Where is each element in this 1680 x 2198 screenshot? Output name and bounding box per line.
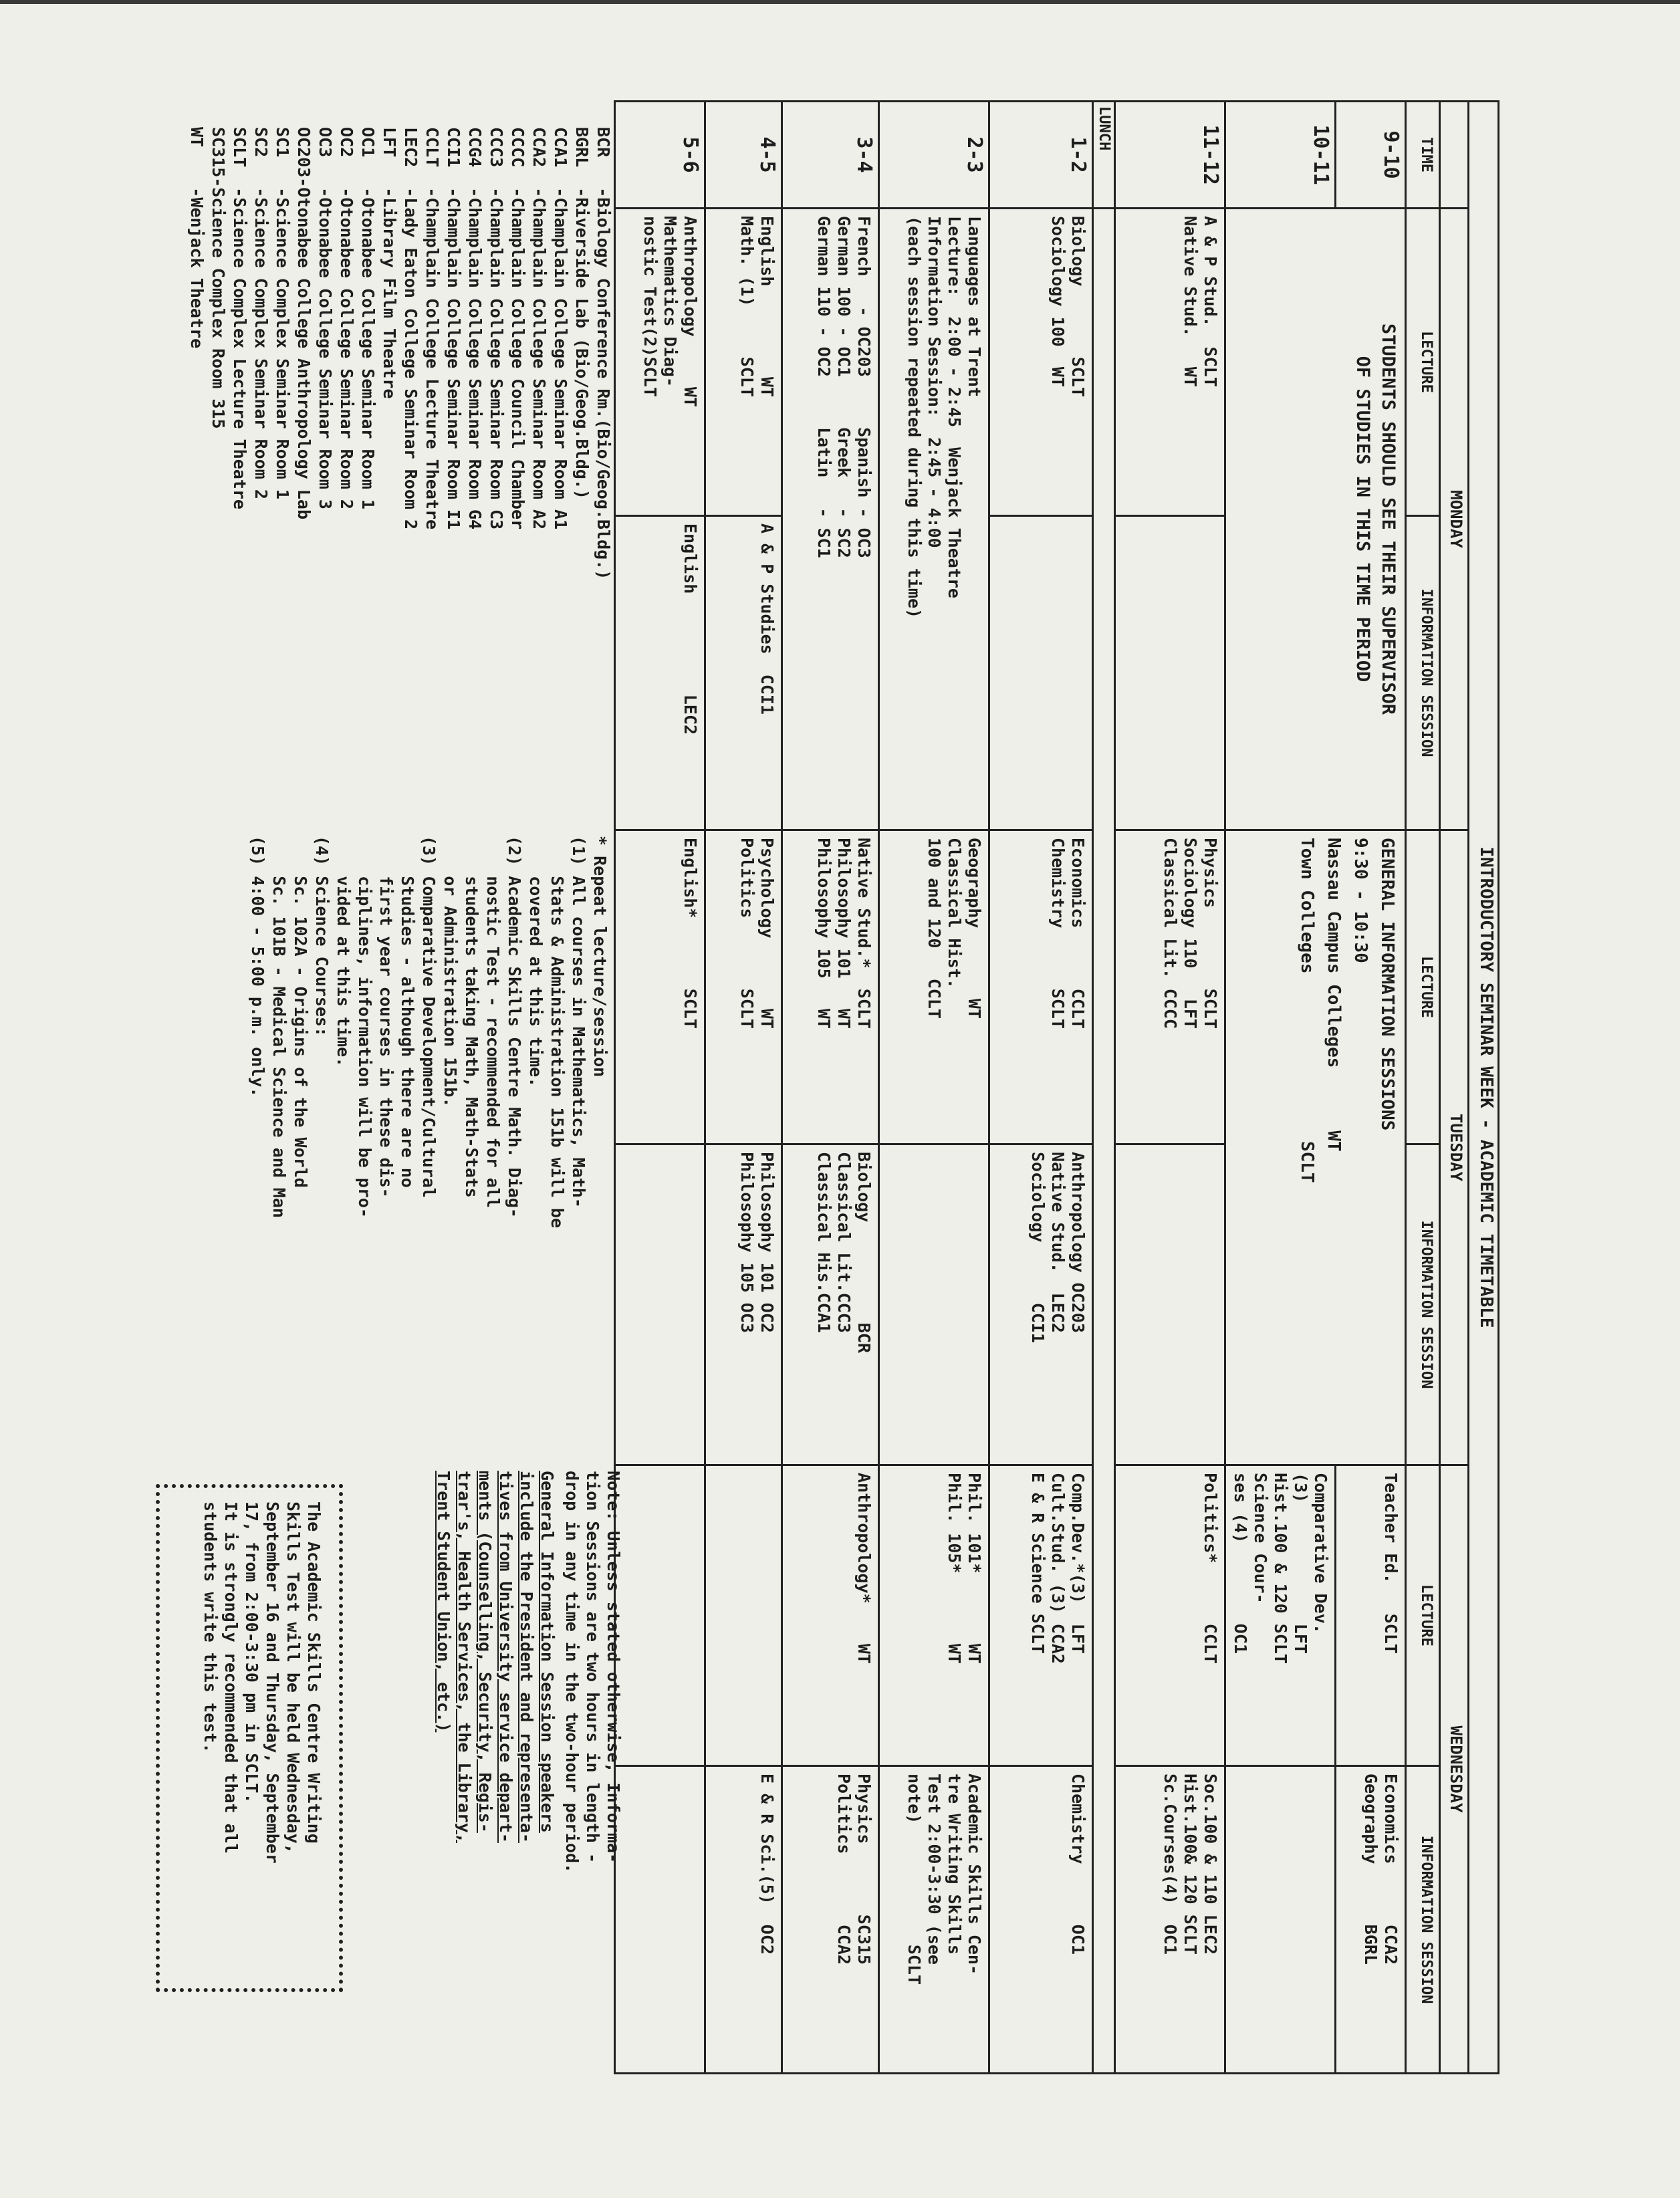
footnote-line: students taking Math, Math-Stats [462,836,481,1198]
cell-text: Anthropology OC203 [1068,1152,1088,1333]
wednesday-info-session [615,1766,705,2074]
cell-text: GENERAL INFORMATION SESSIONS [1377,838,1397,1131]
footnotes [247,836,610,1504]
cell-text: English WT [757,216,777,397]
notes-block [433,1471,624,2072]
wednesday-info-session [1225,1766,1336,2074]
cell-text: ses (4) OC1 [1231,1473,1250,1654]
cell-text: Test 2:00-3:30 (see [925,1774,944,1965]
tuesday-info-session [782,1144,879,1465]
timetable-grid [614,100,1499,2074]
legend-entry: CCG4 -Champlain College Seminar Room G4 [465,127,485,530]
cell-text: Psychology WT [757,838,777,1029]
cell-text: A & P Stud. SCLT [1201,216,1220,387]
cell-text: Sociology 110 LFT [1181,838,1200,1029]
general-info-line: Trent Student Union, etc.) [434,1471,453,1733]
cell-text: German 110 - OC2 Latin - SC1 [814,216,834,558]
cell-text: Philosophy 101 OC2 [757,1152,777,1333]
general-info-line: tives from University service depart- [496,1471,515,1843]
footnote-line: or Administration 151b. [441,836,460,1108]
note-line: drop in any time in the two-hour period. [562,1471,582,1874]
cell-text: Academic Skills Cen- [965,1774,984,1975]
tuesday-info-session [989,1144,1093,1465]
time-slot: 10-11 [1225,102,1336,209]
note-line: Note: Unless stated otherwise, Informa- [604,1471,623,1863]
cell-text: English* SCLT [681,838,700,1029]
cell-text: Hist.100 & 120 SCLT [1271,1473,1290,1664]
footnote-line: first year courses in these dis- [376,836,396,1198]
cell-text: German 100 - OC1 Greek - SC2 [834,216,854,558]
general-info-line: trar's, Health Services, the Library, [455,1471,474,1843]
cell-text: Cult.Stud. (3) CCA2 [1048,1473,1068,1664]
general-info-line: ments (Counselling, Security, Regis- [475,1471,495,1833]
tuesday-info-session [879,1144,989,1465]
legend-entry: LFT -Library Film Theatre [380,127,399,399]
monday-info-session [1115,516,1225,830]
cell-text: Math. (1) SCLT [737,216,757,397]
tuesday-info-session [615,1144,705,1465]
notice-line: 17, from 2:00-3:30 pm in SCLT. [242,1501,261,1804]
legend-entry: SC2 -Science Complex Seminar Room 2 [251,127,271,499]
wednesday-lecture [879,1465,989,1766]
cell-text: OF STUDIES IN THIS TIME PERIOD [1352,356,1373,683]
cell-text: Economics CCLT [1068,838,1088,1029]
cell-text: Information Session: 2:45 - 4:00 [925,216,944,548]
time-header: TIME [1406,102,1440,209]
cell-text: E & R Sci.(5) OC2 [757,1774,777,1955]
cell-text: Town Colleges SCLT [1297,838,1317,1183]
cell-text: Economics CCA2 [1381,1774,1401,1965]
cell-text: Comparative Dev. [1311,1473,1330,1634]
time-slot: 4-5 [705,102,782,209]
wednesday-lecture [1336,1465,1406,1766]
cell-text: 9:30 - 10:30 [1350,838,1370,963]
monday-language-span [879,209,989,830]
cell-text: nostic Test(2)SCLT [640,216,660,397]
footnote-line: Sc. 101B - Medical Science and Man [269,836,289,1218]
notice-line: It is strongly recommended that all [221,1501,241,1854]
general-info-line: include the President and representa- [517,1471,536,1843]
monday-lecture [989,209,1093,516]
cell-text: Philosophy 105 WT [814,838,834,1029]
footnote-line: Studies - although there are no [398,836,417,1188]
legend-entry: SCLT -Science Complex Lecture Theatre [230,127,249,509]
cell-text: Chemistry OC1 [1068,1774,1088,1955]
time-slot: 2-3 [879,102,989,209]
time-slot: 9-10 [1336,102,1406,209]
footnote-line: ciplines, information will be pro- [355,836,374,1218]
footnote-line: (2) Academic Skills Centre Math. Diag- [505,836,524,1218]
cell-text: tre Writing Skills [945,1774,964,1955]
tuesday-info-session [705,1144,782,1465]
legend-entry: CCI1 -Champlain College Seminar Room I1 [444,127,463,530]
cell-text: Geography BGRL [1361,1774,1381,1965]
note-line: tion Sessions are two hours in length - [583,1471,602,1863]
cell-text: Biology BCR [854,1152,874,1354]
time-slot: 11-12 [1115,102,1225,209]
column-header: INFORMATION SESSION [1406,1766,1440,2074]
cell-text: Classical Hist. [945,838,964,989]
cell-text: Native Stud. WT [1181,216,1200,387]
cell-text: Chemistry SCLT [1048,838,1068,1029]
monday-supervisor-span [1225,209,1406,830]
cell-text: Biology SCLT [1068,216,1088,397]
legend-entry: LEC2 -Lady Eaton College Seminar Room 2 [401,127,421,530]
room-legend [186,127,614,876]
cell-text: Anthropology* WT [854,1473,874,1664]
footnote-line: (5) 4:00 - 5:00 p.m. only. [248,836,267,1098]
cell-text: Phil. 105* WT [945,1473,964,1664]
footnote-line: nostic Test - recommended for all [483,836,503,1208]
column-header: INFORMATION SESSION [1406,1144,1440,1465]
cell-text: Mathematics Diag- [661,216,680,387]
tuesday-lecture [879,830,989,1144]
cell-text: Hist.100& 120 SCLT [1181,1774,1200,1955]
notice-line: The Academic Skills Centre Writing [304,1501,324,1844]
column-header: LECTURE [1406,1465,1440,1766]
cell-text: Soc.100 & 110 LEC2 [1201,1774,1220,1955]
cell-text: STUDENTS SHOULD SEE THEIR SUPERVISOR [1378,323,1399,715]
cell-text: Nassau Campus Colleges WT [1324,838,1344,1152]
cell-text: Politics* CCLT [1201,1473,1220,1664]
legend-entry: WT -Wenjack Theatre [187,127,207,349]
cell-text: Sociology 100 WT [1048,216,1068,387]
monday-info-session [989,516,1093,830]
cell-text: note) SCLT [905,1774,924,1985]
cell-text: Philosophy 105 OC3 [737,1152,757,1333]
day-header: TUESDAY [1440,830,1469,1465]
cell-text: Politics CCA2 [834,1774,854,1965]
legend-entry: CCC3 -Champlain College Seminar Room C3 [487,127,506,530]
legend-entry: CCA1 -Champlain College Seminar Room A1 [551,127,570,530]
cell-text: 100 and 120 CCLT [925,838,944,1019]
monday-info-session [615,516,705,830]
wednesday-lecture [1115,1465,1225,1766]
cell-text: Philosophy 101 WT [834,838,854,1029]
column-header: LECTURE [1406,209,1440,516]
cell-text: (3) LFT [1291,1473,1310,1654]
legend-entry: CCLT -Champlain College Lecture Theatre [423,127,442,530]
wednesday-info-session [782,1766,879,2074]
cell-text: Science Cour- [1251,1473,1270,1604]
footnote-line: (4) Science Courses: [312,836,332,1037]
column-header: LECTURE [1406,830,1440,1144]
wednesday-info-session [989,1766,1093,2074]
footnote-line: Stats & Administration 151b will be [548,836,567,1228]
wednesday-lecture [782,1465,879,1766]
cell-text: Classical His.CCA1 [814,1152,834,1333]
tuesday-info-session [1115,1144,1225,1465]
writing-test-notice [156,1484,343,1992]
footnote-line: covered at this time. [526,836,546,1088]
wednesday-info-session [1115,1766,1225,2074]
general-info-line: General Information Session speakers [537,1471,557,1833]
day-spacer [1440,102,1469,209]
time-slot: 5-6 [615,102,705,209]
cell-text: E & R Science SCLT [1028,1473,1048,1654]
monday-lecture [1115,209,1225,516]
footnote-line: Sc. 102A - Origins of the World [291,836,310,1188]
cell-text: Comp.Dev.*(3) LFT [1068,1473,1088,1654]
wednesday-info-session [879,1766,989,2074]
cell-text: Sc.Courses(4) OC1 [1161,1774,1180,1955]
footnote-line: (1) All courses in Mathematics, Math- [569,836,588,1208]
tuesday-lecture [1115,830,1225,1144]
tuesday-general-info-span [1225,830,1406,1465]
cell-text: Classical Lit. CCCC [1161,838,1180,1029]
legend-entry: OC2 -Otonabee College Seminar Room 2 [337,127,356,509]
wednesday-info-session [705,1766,782,2074]
cell-text: Physics SC315 [854,1774,874,1965]
timetable-title: INTRODUCTORY SEMINAR WEEK - ACADEMIC TIMETABLE [1469,102,1499,2074]
cell-text: A & P Studies CCI1 [757,523,777,715]
notice-line: students write this test. [201,1501,220,1753]
cell-text: Languages at Trent [965,216,984,397]
wednesday-lecture [1225,1465,1336,1766]
legend-entry: CCA2 -Champlain College Seminar Room A2 [529,127,549,530]
cell-text: Phil. 101* WT [965,1473,984,1664]
legend-entry: SC315-Science Complex Room 315 [209,127,228,429]
notice-line: Skills Test will be held Wednesday, [283,1501,303,1854]
wednesday-lecture [989,1465,1093,1766]
cell-text: Politics SCLT [737,838,757,1029]
monday-info-session [705,516,782,830]
cell-text: Sociology CCI1 [1028,1152,1048,1343]
wednesday-lecture [705,1465,782,1766]
wednesday-lecture [615,1465,705,1766]
monday-lecture [705,209,782,516]
cell-text: Native Stud.* SCLT [854,838,874,1029]
cell-text: Anthropology WT [681,216,700,407]
cell-text: (each session repeated during this time) [905,216,924,619]
lunch-label: LUNCH [1093,102,1115,209]
legend-entry: BGRL -Riverside Lab (Bio/Geog.Bldg.) [572,127,592,499]
legend-entry: OC1 -Otonabee College Seminar Room 1 [358,127,378,509]
tuesday-lecture [615,830,705,1144]
monday-lecture [615,209,705,516]
tuesday-lecture [989,830,1093,1144]
monday-language-span [782,209,879,830]
cell-text: Native Stud. LEC2 [1048,1152,1068,1333]
cell-text: Lecture: 2:00 - 2:45 Wenjack Theatre [945,216,964,598]
cell-text: Teacher Ed. SCLT [1381,1473,1401,1654]
legend-entry: BCR -Biology Conference Rm.(Bio/Geog.Bldg.) [594,127,613,580]
legend-entry: OC203-Otonabee College Anthropology Lab [294,127,314,519]
time-slot: 3-4 [782,102,879,209]
cell-text: Classical Lit.CCC3 [834,1152,854,1333]
column-header: INFORMATION SESSION [1406,516,1440,830]
wednesday-info-session [1336,1766,1406,2074]
tuesday-lecture [705,830,782,1144]
cell-text: English LEC2 [681,523,700,735]
legend-entry: CCCC -Champlain College Council Chamber [508,127,527,530]
cell-text: Physics SCLT [1201,838,1220,1029]
footnote-line: vided at this time. [334,836,353,1068]
time-slot: 1-2 [989,102,1093,209]
cell-text: French - OC203 Spanish - OC3 [854,216,874,558]
cell-text: Geography WT [965,838,984,1019]
legend-entry: SC1 -Science Complex Seminar Room 1 [273,127,292,499]
day-header: MONDAY [1440,209,1469,830]
lunch-band [1093,209,1115,2074]
notice-line: September 16 and Thursday, September [263,1501,282,1864]
legend-entry: OC3 -Otonabee College Seminar Room 3 [316,127,335,509]
footnote-line: * Repeat lecture/session [590,836,610,1078]
day-header: WEDNESDAY [1440,1465,1469,2074]
footnote-line: (3) Comparative Development/Cultural [419,836,439,1198]
tuesday-lecture [782,830,879,1144]
